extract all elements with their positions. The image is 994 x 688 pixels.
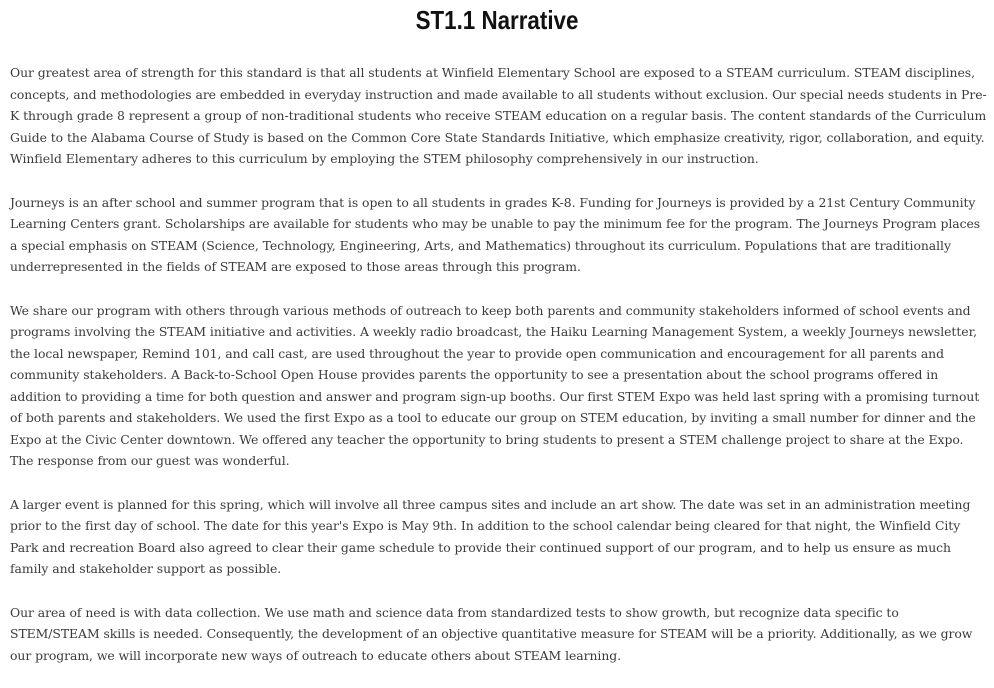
paragraph-larger-event: A larger event is planned for this spring, which will involve all three campus sites and include an art show. The date was set in an administration meeting prior to the first day of school. The date for this year's Expo is May 9th. In addition to the school calendar being cleared for that night, the Winfield City Park and recreation Board also agreed to clear their game schedule to provide their continued support of our program, and to help us ensure as much family and stakeholder support as possible. — [10, 496, 971, 576]
paragraph-strength: Our greatest area of strength for this standard is that all students at Winfield Elementary School are exposed to a STEAM curriculum. STEAM disciplines, concepts, and methodologies are embedded in everyday instruction and made available to all students without exclusion. Our special needs students in Pre-K through grade 8 represent a group of non-traditional students who receive STEAM education on a regular basis. The content standards of the Curriculum Guide to the Alabama Course of Study is based on the Common Core State Standards Initiative, which emphasize creativity, rigor, collaboration, and equity. Winfield Elementary adheres to this curriculum by employing the STEM philosophy comprehensively in our instruction. — [10, 65, 987, 166]
paragraph-journeys: Journeys is an after school and summer program that is open to all students in grades K-8. Funding for Journeys is provided by a 21st Century Community Learning Centers grant. Scholarships are available for students who may be unable to pay the minimum fee for the program. The Journeys Program places a special emphasis on STEAM (Science, Technology, Engineering, Arts, and Mathematics) throughout its curriculum. Populations that are traditionally underrepresented in the fields of STEAM are exposed to those areas through this program. — [10, 194, 981, 274]
narrative-body — [10, 62, 990, 688]
paragraph-area-of-need: Our area of need is with data collection. We use math and science data from standardized tests to show growth, but recognize data specific to STEM/STEAM skills is needed. Consequently, the development of an objective quantitative measure for STEAM will be a priority. Additionally, as we grow our program, we will incorporate new ways of outreach to educate others about STEAM learning. — [10, 604, 973, 663]
page-title: ST1.1 Narrative — [415, 5, 579, 35]
paragraph-outreach: We share our program with others through various methods of outreach to keep both parents and community stakeholders informed of school events and programs involving the STEAM initiative and activities. A weekly radio broadcast, the Haiku Learning Management System, a weekly Journeys newsletter, the local newspaper, Remind 101, and call cast, are used throughout the year to provide open communication and encouragement for all parents and community stakeholders. A Back-to-School Open House provides parents the opportunity to see a presentation about the school programs offered in addition to providing a time for both question and answer and program sign-up booths. Our first STEM Expo was held last spring with a promising turnout of both parents and stakeholders. We used the first Expo as a tool to educate our group on STEM education, by inviting a small number for dinner and the Expo at the Civic Center downtown. We offered any teacher the opportunity to bring students to present a STEM challenge project to share at the Expo. The response from our guest was wonderful. — [10, 302, 980, 468]
